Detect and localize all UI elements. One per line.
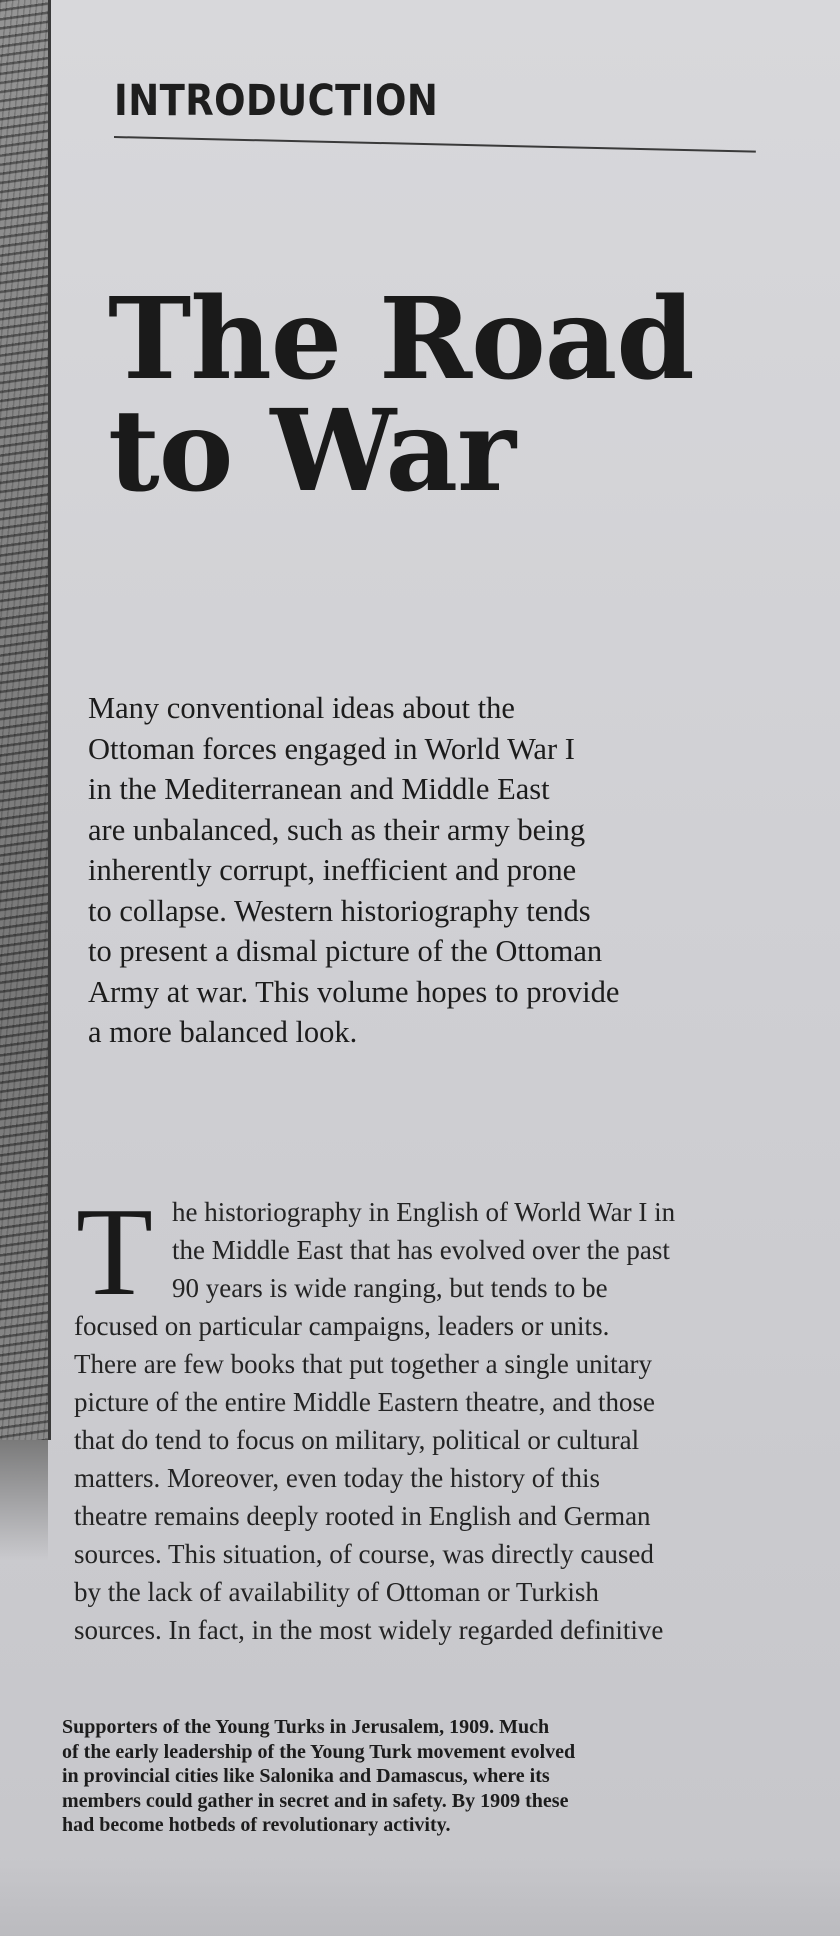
intro-line: to present a dismal picture of the Ottoman: [88, 934, 603, 968]
intro-line: a more balanced look.: [88, 1015, 358, 1049]
body-line: that do tend to focus on military, political or cultural: [74, 1425, 640, 1455]
intro-line: in the Mediterranean and Middle East: [88, 772, 550, 806]
intro-line: Many conventional ideas about the: [88, 691, 515, 725]
body-line: focused on particular campaigns, leaders or units.: [74, 1311, 610, 1341]
caption-line: of the early leadership of the Young Turk movement evolved: [62, 1740, 576, 1763]
intro-line: Ottoman forces engaged in World War I: [88, 731, 575, 766]
body-line: There are few books that put together a single unitary: [74, 1349, 653, 1379]
body-line: theatre remains deeply rooted in English and German: [74, 1501, 651, 1531]
caption-line: Supporters of the Young Turks in Jerusalem, 1909. Much: [62, 1716, 550, 1738]
body-line: by the lack of availability of Ottoman or Turkish: [74, 1577, 599, 1607]
chapter-title-line: to War: [108, 386, 516, 517]
body-paragraph: [74, 1193, 764, 1649]
section-divider: [114, 136, 756, 153]
intro-line: to collapse. Western historiography tends: [88, 893, 591, 928]
intro-line: inherently corrupt, inefficient and prone: [88, 853, 577, 887]
caption-line: had become hotbeds of revolutionary activity.: [62, 1814, 451, 1836]
body-line: sources. In fact, in the most widely regarded definitive: [74, 1615, 664, 1645]
chapter-title-line: The Road: [108, 274, 694, 405]
intro-line: are unbalanced, such as their army being: [88, 812, 586, 847]
intro-paragraph: [88, 688, 788, 1053]
chapter-title: [108, 274, 748, 517]
intro-line: Army at war. This volume hopes to provide: [88, 974, 620, 1009]
photograph-edge: [0, 0, 51, 1440]
drop-cap: T: [76, 1183, 153, 1322]
body-line: the Middle East that has evolved over the past: [172, 1235, 670, 1265]
body-line: picture of the entire Middle Eastern theatre, and those: [74, 1387, 656, 1417]
caption-line: members could gather in secret and in safety. By 1909 these: [62, 1789, 569, 1812]
body-line: 90 years is wide ranging, but tends to be: [172, 1273, 608, 1303]
section-label: INTRODUCTION: [114, 76, 439, 126]
body-line: matters. Moreover, even today the history of this: [74, 1463, 601, 1493]
body-line: sources. This situation, of course, was directly caused: [74, 1539, 654, 1569]
photograph-edge-fade: [0, 1440, 48, 1560]
page-shadow: [0, 1860, 840, 1936]
caption-line: in provincial cities like Salonika and Damascus, where its: [62, 1765, 550, 1787]
body-line: he historiography in English of World War I in: [172, 1197, 676, 1227]
photo-caption: [62, 1715, 762, 1838]
